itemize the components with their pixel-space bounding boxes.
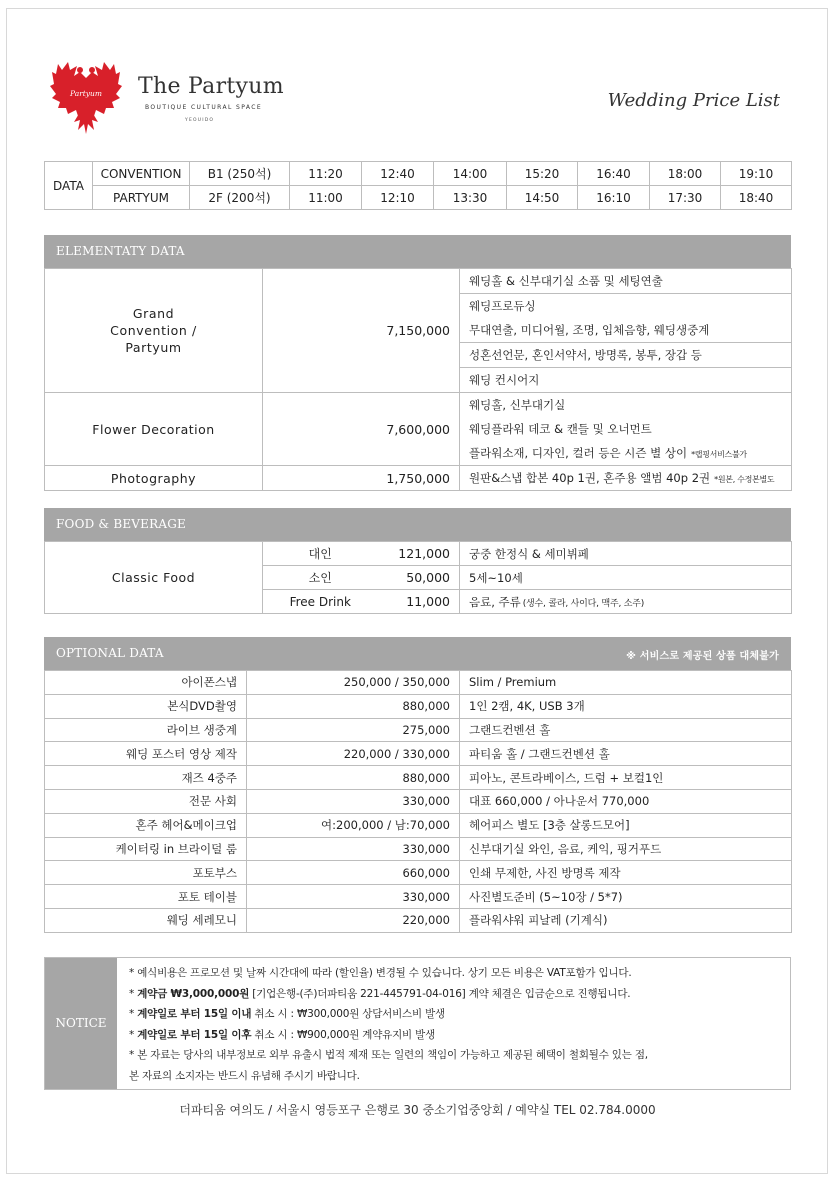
notice-line: [129, 984, 787, 1005]
table-row: [45, 861, 792, 885]
item-price: 220,000: [247, 908, 460, 932]
item-price: 7,600,000: [263, 393, 460, 466]
section-header: [44, 637, 791, 670]
hall-name: CONVENTION: [93, 162, 190, 186]
brand-subtitle: BOUTIQUE CULTURAL SPACE: [145, 104, 263, 111]
notice-bullet: *: [129, 987, 138, 1000]
time-slot: 14:00: [434, 162, 507, 186]
time-slot: 18:40: [721, 186, 792, 210]
description-text: 음료, 주류: [469, 594, 521, 609]
section-header: FOOD & BEVERAGE: [44, 508, 791, 541]
hall-name: PARTYUM: [93, 186, 190, 210]
description-note: (생수, 콜라, 사이다, 맥주, 소주): [522, 598, 645, 609]
notice-text: 취소 시 : ₩300,000원 상담서비스비 발생: [251, 1008, 445, 1020]
item-description: [460, 590, 792, 614]
table-row: [45, 466, 792, 491]
item-price: 7,150,000: [263, 269, 460, 393]
description-line: [469, 441, 782, 465]
item-price: 11,000: [378, 590, 460, 614]
item-description: 헤어피스 별도 [3층 살롱드모어]: [460, 813, 792, 837]
item-name: 전문 사회: [45, 789, 247, 813]
item-price: 50,000: [378, 566, 460, 590]
food-section: [44, 508, 791, 614]
table-row: [45, 813, 792, 837]
logo-text: Partyum: [70, 89, 102, 98]
notice-line: [129, 1025, 787, 1046]
item-description: 인쇄 무제한, 사진 방명록 제작: [460, 861, 792, 885]
description-line: 성혼선언문, 혼인서약서, 방명록, 봉투, 장갑 등: [469, 348, 702, 362]
eagle-logo-icon: [50, 58, 122, 136]
notice-text: [기업은행-(주)더파티움 221-445791-04-016] 계약 체결은 입금순으로 진행됩니다.: [249, 987, 631, 1000]
table-row: [45, 671, 792, 695]
time-slot: 11:20: [290, 162, 362, 186]
food-type: 소인: [263, 566, 378, 590]
item-name: 본식DVD촬영: [45, 694, 247, 718]
item-description: 5세~10세: [460, 566, 792, 590]
schedule-table: [44, 161, 792, 210]
time-slot: 18:00: [650, 162, 721, 186]
item-description: 신부대기실 와인, 음료, 케익, 핑거푸드: [460, 837, 792, 861]
elementary-section: [44, 235, 791, 491]
item-description: [460, 393, 792, 466]
notice-line: [129, 1066, 787, 1087]
time-slot: 12:10: [362, 186, 434, 210]
time-slot: 15:20: [507, 162, 578, 186]
item-name: Photography: [45, 466, 263, 491]
item-price: 1,750,000: [263, 466, 460, 491]
optional-table: [44, 670, 792, 933]
table-row: [45, 908, 792, 932]
description-text: 원판&스냅 합본 40p 1권, 혼주용 앨범 40p 2권: [469, 471, 711, 485]
item-name-line: Convention /: [110, 323, 197, 338]
notice-bold: 계약일로 부터 15일 이내: [137, 1008, 252, 1020]
item-description: 대표 660,000 / 아나운서 770,000: [460, 789, 792, 813]
food-type: 대인: [263, 542, 378, 566]
notice-bullet: *: [129, 1008, 138, 1020]
item-name: Flower Decoration: [45, 393, 263, 466]
item-name: 재즈 4중주: [45, 766, 247, 790]
time-slot: 16:10: [578, 186, 650, 210]
description-line: 웨딩홀, 신부대기실: [469, 398, 566, 412]
item-description: [460, 269, 792, 294]
notice-text: 취소 시 : ₩900,000원 계약유지비 발생: [251, 1028, 436, 1041]
item-description: 1인 2캠, 4K, USB 3개: [460, 694, 792, 718]
schedule-label: DATA: [45, 162, 93, 210]
table-row: [45, 789, 792, 813]
table-row: [45, 393, 792, 466]
section-title: OPTIONAL DATA: [56, 646, 164, 660]
notice-line: [129, 963, 787, 984]
elementary-table: [44, 268, 792, 491]
time-slot: 19:10: [721, 162, 792, 186]
item-price: 275,000: [247, 718, 460, 742]
item-description: 플라워샤워 피날레 (기계식): [460, 908, 792, 932]
description-line: [469, 466, 782, 490]
notice-line: [129, 1045, 787, 1066]
item-name-line: Partyum: [125, 340, 182, 355]
schedule-row: [45, 162, 792, 186]
item-description: [460, 343, 792, 368]
table-row: [45, 766, 792, 790]
time-slot: 16:40: [578, 162, 650, 186]
notice-line: [129, 1004, 787, 1025]
description-line: 웨딩플라워 데코 & 캔들 및 오너먼트: [469, 422, 652, 436]
item-price: 880,000: [247, 694, 460, 718]
item-price: 여:200,000 / 남:70,000: [247, 813, 460, 837]
item-description: Slim / Premium: [460, 671, 792, 695]
notice-lines: [129, 963, 787, 1086]
item-name: Classic Food: [45, 542, 263, 614]
item-name: 포토 테이블: [45, 885, 247, 909]
optional-section: [44, 637, 791, 933]
footer-contact: 더파티움 여의도 / 서울시 영등포구 은행로 30 중소기업중앙회 / 예약실 TEL 02.784.0000: [179, 1103, 656, 1117]
item-name: 웨딩 세레모니: [45, 908, 247, 932]
item-name: 아이폰스냅: [45, 671, 247, 695]
item-name: 혼주 헤어&메이크업: [45, 813, 247, 837]
table-row: [45, 542, 792, 566]
hall-floor: 2F (200석): [190, 186, 290, 210]
section-note: ※ 서비스로 제공된 상품 대체불가: [626, 651, 779, 662]
table-row: [45, 718, 792, 742]
description-line: 무대연출, 미디어월, 조명, 입체음향, 웨딩생중계: [469, 323, 710, 337]
item-price: 330,000: [247, 837, 460, 861]
notice-text: * 예식비용은 프로모션 및 날짜 시간대에 따라 (할인율) 변경될 수 있습니다. 상기 모든 비용은 VAT포함가 입니다.: [129, 967, 632, 979]
item-price: 880,000: [247, 766, 460, 790]
notice-bold: 계약금 ₩3,000,000원: [137, 987, 250, 1000]
time-slot: 13:30: [434, 186, 507, 210]
notice-text: * 본 자료는 당사의 내부정보로 외부 유출시 법적 제재 또는 일련의 책임이 가능하고 제공된 혜택이 철회될수 있는 점,: [129, 1049, 648, 1061]
time-slot: 11:00: [290, 186, 362, 210]
description-note: *랩핑서비스불가: [691, 450, 747, 459]
notice-text: 본 자료의 소지자는 반드시 유념해 주시기 바랍니다.: [129, 1069, 360, 1082]
section-header: ELEMENTATY DATA: [44, 235, 791, 268]
item-description: 궁중 한정식 & 세미뷔페: [460, 542, 792, 566]
table-row: [45, 694, 792, 718]
description-line: 웨딩홀 & 신부대기실 소품 및 세팅연출: [469, 274, 663, 288]
item-name-line: Grand: [132, 306, 175, 321]
item-price: 330,000: [247, 789, 460, 813]
description-note: *원본, 수정본별도: [714, 475, 775, 484]
item-description: [460, 368, 792, 393]
food-type: Free Drink: [263, 590, 378, 614]
item-price: 330,000: [247, 885, 460, 909]
item-name: 라이브 생중계: [45, 718, 247, 742]
table-row: [45, 837, 792, 861]
item-description: 사진별도준비 (5~10장 / 5*7): [460, 885, 792, 909]
item-description: [460, 294, 792, 343]
item-name: 웨딩 포스터 영상 제작: [45, 742, 247, 766]
table-row: [45, 742, 792, 766]
item-price: 250,000 / 350,000: [247, 671, 460, 695]
hall-floor: B1 (250석): [190, 162, 290, 186]
notice-label: NOTICE: [45, 958, 117, 1089]
item-description: 파티움 홀 / 그랜드컨벤션 홀: [460, 742, 792, 766]
table-row: [45, 269, 792, 294]
item-price: 660,000: [247, 861, 460, 885]
time-slot: 14:50: [507, 186, 578, 210]
notice-box: [44, 957, 791, 1090]
description-line: 웨딩프로듀싱: [469, 299, 536, 313]
item-price: 121,000: [378, 542, 460, 566]
schedule-row: [45, 186, 792, 210]
item-name: [45, 269, 263, 393]
food-table: [44, 541, 792, 614]
item-description: [460, 466, 792, 491]
time-slot: 17:30: [650, 186, 721, 210]
document-title: Wedding Price List: [607, 90, 780, 111]
description-text: 플라워소재, 디자인, 컬러 등은 시즌 별 상이: [469, 446, 688, 460]
item-description: 피아노, 콘트라베이스, 드럼 + 보컬1인: [460, 766, 792, 790]
notice-bold: 계약일로 부터 15일 이후: [137, 1028, 252, 1041]
brand-location: YEOUIDO: [185, 118, 215, 123]
item-description: 그랜드컨벤션 홀: [460, 718, 792, 742]
item-name: 포토부스: [45, 861, 247, 885]
time-slot: 12:40: [362, 162, 434, 186]
item-price: 220,000 / 330,000: [247, 742, 460, 766]
brand-name: The Partyum: [138, 74, 284, 99]
description-line: 웨딩 컨시어지: [469, 373, 540, 387]
table-row: [45, 885, 792, 909]
item-name: 케이터링 in 브라이덜 룸: [45, 837, 247, 861]
notice-bullet: *: [129, 1028, 138, 1041]
